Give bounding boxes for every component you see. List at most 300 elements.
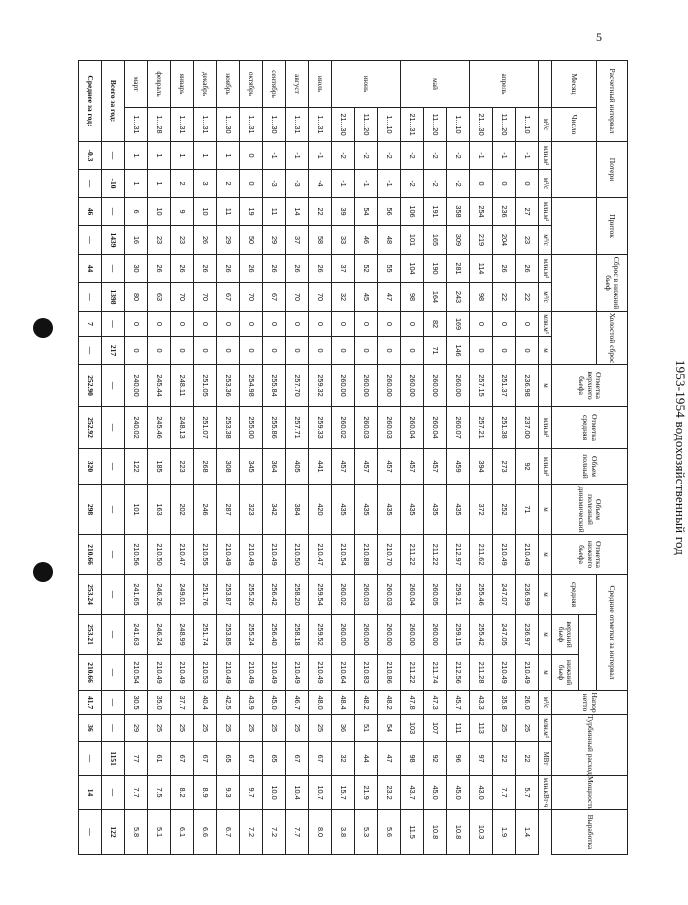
cell-day: 1...31 (194, 108, 217, 142)
cell-value: 0 (309, 312, 332, 337)
cell-value: 47.8 (401, 691, 424, 715)
cell-value: 257.71 (286, 407, 309, 449)
cell-value: 40.4 (194, 691, 217, 715)
cell-value: 260.00 (401, 615, 424, 655)
table-row (263, 61, 286, 855)
cell-month: ноябрь (217, 61, 240, 108)
cell-value: 36 (79, 715, 102, 742)
header-discharge: Сброс в нижний бьеф (597, 255, 628, 312)
cell-value: 26 (516, 255, 539, 283)
cell-value: 0 (194, 312, 217, 337)
cell-value: 320 (79, 449, 102, 485)
table-row (286, 61, 309, 855)
cell-value: 22 (493, 283, 516, 312)
cell-value: 1.9 (493, 810, 516, 855)
cell-value: 435 (355, 485, 378, 535)
cell-value: 0 (171, 312, 194, 337)
cell-value: 26 (148, 255, 171, 283)
table-row (470, 61, 493, 855)
cell-value: 210.49 (516, 655, 539, 691)
cell-value: 241.65 (125, 575, 148, 615)
average-row (79, 61, 102, 855)
header-losses-sub (552, 142, 597, 198)
cell-value: 46.7 (286, 691, 309, 715)
cell-value: 287 (217, 485, 240, 535)
cell-value: 223 (171, 449, 194, 485)
cell-value: 32 (332, 283, 355, 312)
cell-value: 260.00 (378, 365, 401, 407)
cell-value: -2 (401, 142, 424, 170)
cell-value: 6 (125, 198, 148, 226)
cell-value: 7.2 (263, 810, 286, 855)
cell-value: 0 (470, 170, 493, 198)
cell-value: 259.52 (309, 615, 332, 655)
cell-value: 54 (378, 715, 401, 742)
cell-value: 25 (286, 715, 309, 742)
cell-value: 342 (263, 485, 286, 535)
cell-month: июль (309, 61, 332, 108)
cell-day: 1...31 (309, 108, 332, 142)
table-row (309, 61, 332, 855)
table-row (516, 61, 539, 855)
cell-value: -4 (309, 170, 332, 198)
cell-day: 1...31 (125, 108, 148, 142)
cell-value: 70 (194, 283, 217, 312)
cell-value: 98 (401, 742, 424, 776)
header-inflow-sub (552, 198, 597, 255)
cell-value: 210.49 (516, 535, 539, 575)
cell-value: 217 (102, 337, 125, 365)
cell-value: 44 (355, 742, 378, 776)
cell-value: -1 (493, 142, 516, 170)
cell-day: 1...10 (516, 108, 539, 142)
header-inflow: Приток (597, 198, 628, 255)
header-losses: Потери (597, 142, 628, 198)
cell-value: 211.22 (401, 535, 424, 575)
unit-volume: млн.м³ (539, 255, 552, 283)
cell-value: 43.9 (240, 691, 263, 715)
cell-value: -2 (447, 170, 470, 198)
cell-value: 55 (378, 255, 401, 283)
cell-value: 0 (217, 337, 240, 365)
cell-value: 210.66 (79, 535, 102, 575)
cell-value: 210.49 (240, 535, 263, 575)
cell-value: 243 (447, 283, 470, 312)
cell-value: 345 (240, 449, 263, 485)
cell-value: 0 (355, 337, 378, 365)
cell-value: 236.98 (516, 365, 539, 407)
cell-value: 33 (332, 226, 355, 255)
cell-value: — (102, 575, 125, 615)
cell-value: 1439 (102, 226, 125, 255)
cell-value: 255.46 (470, 575, 493, 615)
cell-value: 258.20 (286, 575, 309, 615)
cell-value: 211.62 (470, 535, 493, 575)
cell-value: — (102, 365, 125, 407)
cell-day: 1...31 (240, 108, 263, 142)
cell-value: — (79, 742, 102, 776)
cell-value: 122 (102, 810, 125, 855)
cell-value: 15.7 (332, 776, 355, 810)
cell-value: 253.36 (217, 365, 240, 407)
cell-value: — (102, 142, 125, 170)
cell-value: 7.2 (240, 810, 263, 855)
cell-value: — (102, 449, 125, 485)
cell-value: 260.02 (332, 407, 355, 449)
cell-value: 45.7 (447, 691, 470, 715)
cell-value: 35.0 (148, 691, 171, 715)
cell-value: 210.49 (286, 655, 309, 691)
cell-value: 44 (79, 255, 102, 283)
cell-value: 1 (171, 142, 194, 170)
cell-day: 1...31 (286, 108, 309, 142)
cell-value: 241.63 (125, 615, 148, 655)
cell-value: 70 (309, 283, 332, 312)
header-idle-sub (552, 312, 597, 365)
cell-value: 210.64 (332, 655, 355, 691)
cell-value: 253.38 (217, 407, 240, 449)
table-row (332, 61, 355, 855)
cell-month: декабрь (194, 61, 217, 108)
cell-value: 70 (240, 283, 263, 312)
cell-value: 260.00 (378, 615, 401, 655)
unit-power: МВт (539, 742, 552, 776)
cell-value: 260.00 (355, 615, 378, 655)
header-avg-mid: средняя (552, 575, 597, 615)
cell-value: 65 (217, 742, 240, 776)
cell-value: 82 (424, 312, 447, 337)
cell-value: 253.85 (217, 615, 240, 655)
cell-value: 308 (217, 449, 240, 485)
table-row (355, 61, 378, 855)
cell-value: 210.54 (125, 655, 148, 691)
cell-value: 0 (309, 337, 332, 365)
cell-value: 251.76 (194, 575, 217, 615)
table-body (79, 61, 539, 855)
cell-value: 10 (194, 198, 217, 226)
cell-value: — (102, 776, 125, 810)
cell-value: 80 (125, 283, 148, 312)
cell-value: -2 (332, 142, 355, 170)
cell-value: 11 (217, 198, 240, 226)
header-month: Месяц (552, 61, 597, 108)
unit-blank (539, 61, 552, 108)
cell-value: 236 (493, 198, 516, 226)
cell-value: 45.0 (447, 776, 470, 810)
cell-value: 39 (332, 198, 355, 226)
cell-value: 14 (286, 198, 309, 226)
cell-value: 0 (286, 337, 309, 365)
cell-value: 457 (355, 449, 378, 485)
cell-month: апрель (470, 61, 539, 108)
cell-value: 248.11 (171, 365, 194, 407)
cell-value: 6.1 (171, 810, 194, 855)
cell-value: -1 (516, 142, 539, 170)
cell-value: 32 (332, 742, 355, 776)
cell-value: 0 (516, 170, 539, 198)
cell-value: 211.74 (424, 655, 447, 691)
cell-value: 0 (332, 312, 355, 337)
cell-month: февраль (148, 61, 171, 108)
cell-value: 50 (240, 226, 263, 255)
unit-flow: м³/с (539, 170, 552, 198)
cell-value: 25 (194, 715, 217, 742)
cell-value: 71 (516, 485, 539, 535)
table-row (217, 61, 240, 855)
cell-day: 11...20 (355, 108, 378, 142)
cell-value: 190 (424, 255, 447, 283)
cell-value: 210.49 (493, 535, 516, 575)
cell-value: 247.07 (493, 575, 516, 615)
cell-value: 67 (240, 742, 263, 776)
cell-value: 260.04 (424, 407, 447, 449)
cell-value: 41.7 (79, 691, 102, 715)
cell-value: 252.92 (79, 407, 102, 449)
cell-value: 23 (516, 226, 539, 255)
cell-value: 46 (355, 226, 378, 255)
cell-value: -1 (286, 142, 309, 170)
cell-value: 260.00 (355, 365, 378, 407)
cell-value: 0 (516, 337, 539, 365)
cell-value: 22 (493, 742, 516, 776)
cell-value: 435 (424, 485, 447, 535)
cell-value: 6.7 (217, 810, 240, 855)
cell-value: 185 (148, 449, 171, 485)
cell-value: 257.21 (470, 407, 493, 449)
cell-value: 246.24 (148, 615, 171, 655)
cell-value: 211.22 (424, 535, 447, 575)
table-row (194, 61, 217, 855)
unit-flow: м³/с (539, 691, 552, 715)
cell-value: 358 (447, 198, 470, 226)
cell-value: 92 (424, 742, 447, 776)
cell-value: 67 (263, 283, 286, 312)
cell-value: 22 (516, 742, 539, 776)
cell-value: 255.00 (240, 407, 263, 449)
cell-month: октябрь (240, 61, 263, 108)
cell-value: 210.53 (194, 655, 217, 691)
cell-value: 0 (263, 312, 286, 337)
cell-value: 45.0 (263, 691, 286, 715)
cell-value: 163 (148, 485, 171, 535)
cell-value: — (102, 485, 125, 535)
cell-value: 11.5 (401, 810, 424, 855)
cell-value: 47 (378, 283, 401, 312)
cell-value: -0.3 (79, 142, 102, 170)
cell-value: 9.3 (217, 776, 240, 810)
cell-value: 45 (355, 283, 378, 312)
header-day: Число (552, 108, 597, 142)
table-row (493, 61, 516, 855)
punch-hole (33, 562, 53, 582)
cell-value: 212.97 (447, 535, 470, 575)
cell-value: 248.99 (171, 615, 194, 655)
cell-value: 5.3 (355, 810, 378, 855)
cell-value: 372 (470, 485, 493, 535)
cell-value: 259.15 (447, 615, 470, 655)
cell-value: 384 (286, 485, 309, 535)
cell-value: 9 (171, 198, 194, 226)
cell-value: 26 (171, 255, 194, 283)
unit-volume: млн.м³ (539, 449, 552, 485)
cell-value: 255.42 (470, 615, 493, 655)
cell-value: 0 (240, 312, 263, 337)
cell-day: 21...30 (332, 108, 355, 142)
cell-value: 245.44 (148, 365, 171, 407)
cell-value: 0 (516, 312, 539, 337)
cell-value: 259.54 (309, 575, 332, 615)
cell-value: — (79, 226, 102, 255)
cell-day: 21...30 (470, 108, 493, 142)
cell-value: 26 (309, 255, 332, 283)
cell-value: 25 (263, 715, 286, 742)
cell-value: 45.0 (424, 776, 447, 810)
cell-value: 236.97 (516, 615, 539, 655)
cell-value: 0 (240, 337, 263, 365)
cell-value: 260.05 (424, 575, 447, 615)
cell-value: -10 (102, 170, 125, 198)
cell-day: 1...10 (378, 108, 401, 142)
cell-value: 5.6 (378, 810, 401, 855)
cell-value: 23.2 (378, 776, 401, 810)
cell-month: май (401, 61, 470, 108)
cell-value: 0 (263, 337, 286, 365)
cell-value: 364 (263, 449, 286, 485)
cell-value: -2 (378, 142, 401, 170)
cell-value: 211.22 (401, 655, 424, 691)
cell-value: 273 (493, 449, 516, 485)
table-row (378, 61, 401, 855)
cell-value: 5.1 (148, 810, 171, 855)
header-mid-level: Отметка средняя (552, 407, 628, 449)
punch-hole (33, 318, 53, 338)
cell-value: -2 (424, 170, 447, 198)
cell-value: 259.21 (447, 575, 470, 615)
cell-value: 77 (125, 742, 148, 776)
table-row (401, 61, 424, 855)
cell-value: 256.42 (263, 575, 286, 615)
cell-value: 8.0 (309, 810, 332, 855)
cell-value: 0 (286, 312, 309, 337)
cell-value: 169 (447, 312, 470, 337)
cell-value: 210.49 (148, 655, 171, 691)
cell-value: 25 (148, 715, 171, 742)
cell-value: -1 (470, 142, 493, 170)
cell-value: 260.04 (401, 575, 424, 615)
cell-value: 251.74 (194, 615, 217, 655)
unit-meter: м (539, 535, 552, 575)
cell-value: 7.7 (286, 810, 309, 855)
cell-value: 96 (447, 742, 470, 776)
cell-value: 237.00 (516, 407, 539, 449)
cell-value: 246 (194, 485, 217, 535)
cell-value: 10.8 (447, 810, 470, 855)
cell-value: 25 (171, 715, 194, 742)
cell-value: 10.8 (424, 810, 447, 855)
cell-value: 48 (378, 226, 401, 255)
cell-month: январь (171, 61, 194, 108)
cell-value: 113 (470, 715, 493, 742)
cell-value: 0 (240, 142, 263, 170)
cell-value: 435 (401, 485, 424, 535)
cell-value: 260.00 (332, 365, 355, 407)
cell-value: 48.4 (332, 691, 355, 715)
cell-value: 252 (493, 485, 516, 535)
cell-value: — (102, 715, 125, 742)
cell-value: 54 (355, 198, 378, 226)
cell-value: 48.2 (378, 691, 401, 715)
cell-value: 7.5 (148, 776, 171, 810)
cell-value: 25 (493, 715, 516, 742)
cell-value: 35.8 (493, 691, 516, 715)
cell-value: 16 (125, 226, 148, 255)
cell-value: 29 (125, 715, 148, 742)
cell-value: 10 (148, 198, 171, 226)
cell-value: 29 (263, 226, 286, 255)
cell-value: 114 (470, 255, 493, 283)
cell-value: 210.49 (240, 655, 263, 691)
cell-value: 260.03 (355, 407, 378, 449)
cell-value: 1 (148, 142, 171, 170)
cell-value: 210.49 (217, 655, 240, 691)
unit-meter: м (539, 485, 552, 535)
cell-value: 6.6 (194, 810, 217, 855)
cell-value: 251.37 (493, 365, 516, 407)
cell-value: 1 (217, 142, 240, 170)
cell-value: 435 (447, 485, 470, 535)
cell-value: 10.7 (309, 776, 332, 810)
cell-value: 0 (194, 337, 217, 365)
table-row (424, 61, 447, 855)
cell-value: 210.49 (263, 655, 286, 691)
cell-value: 457 (332, 449, 355, 485)
cell-value: 48.0 (309, 691, 332, 715)
cell-value: 210.86 (378, 655, 401, 691)
cell-value: -1 (332, 170, 355, 198)
cell-value: 52 (355, 255, 378, 283)
cell-value: 23 (148, 226, 171, 255)
cell-value: — (102, 535, 125, 575)
cell-value: 43.3 (470, 691, 493, 715)
cell-value: 260.02 (332, 575, 355, 615)
cell-value: 22 (309, 198, 332, 226)
cell-day: 1...10 (447, 108, 470, 142)
cell-value: 5.7 (516, 776, 539, 810)
header-head: Напор нетто (552, 691, 628, 715)
cell-value: 420 (309, 485, 332, 535)
cell-value: 101 (401, 226, 424, 255)
cell-value: 7 (79, 312, 102, 337)
cell-value: 1.4 (516, 810, 539, 855)
cell-value: 260.00 (447, 365, 470, 407)
cell-value: 43.7 (401, 776, 424, 810)
cell-value: 5.8 (125, 810, 148, 855)
cell-value: 26.0 (516, 691, 539, 715)
cell-value: 63 (148, 283, 171, 312)
cell-value: 202 (171, 485, 194, 535)
cell-value: 19 (240, 198, 263, 226)
cell-value: 0 (493, 337, 516, 365)
cell-value: 459 (447, 449, 470, 485)
cell-value: 107 (424, 715, 447, 742)
cell-month: март (125, 61, 148, 108)
cell-value: 7.7 (493, 776, 516, 810)
cell-value: -2 (424, 142, 447, 170)
cell-value: 309 (447, 226, 470, 255)
cell-value: -1 (309, 142, 332, 170)
average-label: Среднее за год: (79, 61, 102, 142)
cell-month: сентябрь (263, 61, 286, 108)
